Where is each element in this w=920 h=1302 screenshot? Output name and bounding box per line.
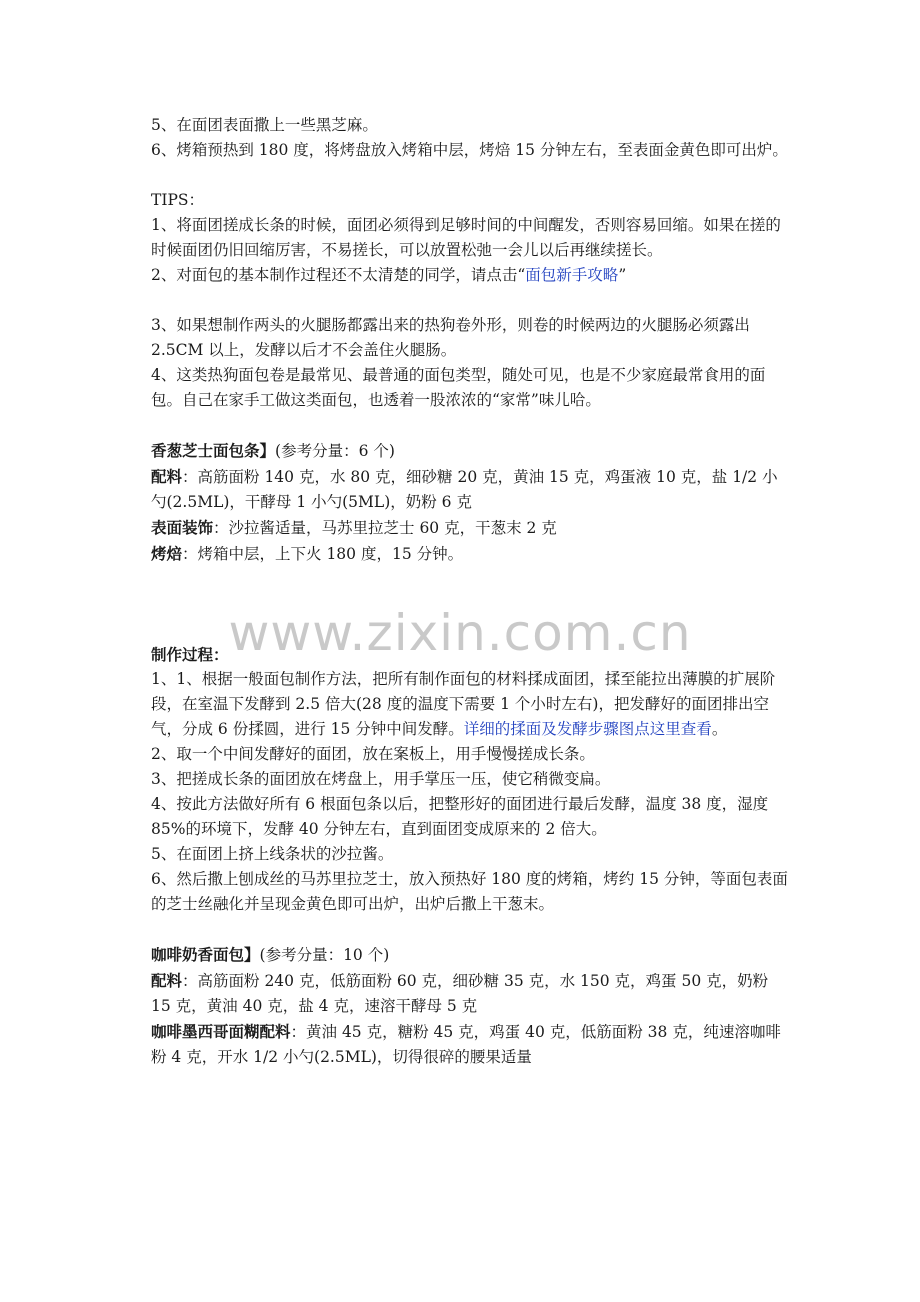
beginner-guide-link[interactable]: 面包新手攻略	[525, 266, 619, 284]
tip-2-close: ”	[618, 266, 627, 284]
tip-4: 4、这类热狗面包卷是最常见、最普通的面包类型，随处可见，也是不少家庭最常食用的面包。自己在家手工做这类面包，也透着一股浓浓的“家常”味儿哈。	[151, 366, 766, 409]
recipe1-baking	[151, 541, 791, 567]
spacer	[151, 413, 791, 438]
spacer	[151, 163, 791, 188]
recipe1-title-line	[151, 438, 791, 464]
process-step-5: 5、在面团上挤上线条状的沙拉酱。	[151, 845, 394, 863]
recipe1-decoration	[151, 515, 791, 541]
recipe1-serving: (参考分量：6 个)	[275, 442, 395, 460]
spacer	[151, 567, 791, 592]
spacer	[151, 917, 791, 942]
recipe2-ingredients-text: ：高筋面粉 240 克，低筋面粉 60 克，细砂糖 35 克，水 150 克，鸡蛋 50 克，奶粉 15 克，黄油 40 克，盐 4 克，速溶干酵母 5 克	[151, 972, 769, 1015]
recipe1-decoration-label: 表面装饰	[151, 518, 214, 537]
process-step-6: 6、然后撒上刨成丝的马苏里拉芝士，放入预热好 180 度的烤箱，烤约 15 分钟，等面包表面的芝士丝融化并呈现金黄色即可出炉，出炉后撒上干葱末。	[151, 870, 788, 913]
tips-heading: TIPS：	[151, 191, 205, 209]
recipe1-ingredients-label: 配料	[151, 467, 183, 486]
recipe1-baking-label: 烤焙	[151, 544, 183, 563]
recipe2-paste	[151, 1019, 791, 1070]
recipe2-title: 咖啡奶香面包】	[151, 945, 260, 964]
tip-2-text: 2、对面包的基本制作过程还不太清楚的同学，请点击“	[151, 266, 526, 284]
recipe1-ingredients-text: ：高筋面粉 140 克，水 80 克，细砂糖 20 克，黄油 15 克，鸡蛋液 10 克，盐 1/2 小勺(2.5ML)，干酵母 1 小勺(5ML)，奶粉 6 克	[151, 468, 778, 511]
spacer	[151, 288, 791, 313]
document-body	[151, 113, 791, 1070]
tip-1: 1、将面团搓成长条的时候，面团必须得到足够时间的中间醒发，否则容易回缩。如果在搓的时候面团仍旧回缩厉害，不易搓长，可以放置松弛一会儿以后再继续搓长。	[151, 216, 781, 259]
recipe2-paste-label: 咖啡墨西哥面糊配料	[151, 1022, 291, 1041]
spacer	[151, 592, 791, 617]
step-6: 6、烤箱预热到 180 度，将烤盘放入烤箱中层，烤焙 15 分钟左右，至表面金黄色即可出炉。	[151, 141, 788, 159]
step-5: 5、在面团表面撒上一些黑芝麻。	[151, 116, 378, 134]
recipe2-serving: (参考分量：10 个)	[259, 946, 390, 964]
spacer	[151, 617, 791, 642]
recipe2-title-line	[151, 942, 791, 968]
process-step-1-end: 。	[711, 720, 728, 738]
process-step-1-text: 1、1、根据一般面包制作方法，把所有制作面包的材料揉成面团，揉至能拉出薄膜的扩展阶段，在室温下发酵到 2.5 倍大(28 度的温度下需要 1 个小时左右)，把发酵好的面团排出空气，分成 6 份揉圆，进行 15 分钟中间发酵。	[151, 670, 776, 738]
tip-3: 3、如果想制作两头的火腿肠都露出来的热狗卷外形，则卷的时候两边的火腿肠必须露出 2.5CM 以上，发酵以后才不会盖住火腿肠。	[151, 316, 750, 359]
kneading-steps-link[interactable]: 详细的揉面及发酵步骤图点这里查看	[463, 720, 712, 738]
recipe2-ingredients	[151, 968, 791, 1019]
recipe1-baking-text: ：烤箱中层，上下火 180 度，15 分钟。	[182, 545, 464, 563]
recipe1-ingredients	[151, 464, 791, 515]
process-heading: 制作过程：	[151, 645, 229, 664]
tip-2	[151, 263, 791, 288]
recipe2-paste-text: ：黄油 45 克，糖粉 45 克，鸡蛋 40 克，低筋面粉 38 克，纯速溶咖啡粉 4 克，开水 1/2 小勺(2.5ML)，切得很碎的腰果适量	[151, 1023, 781, 1066]
recipe1-title: 香葱芝士面包条】	[151, 441, 276, 460]
process-step-3: 3、把搓成长条的面团放在烤盘上，用手掌压一压，使它稍微变扁。	[151, 770, 611, 788]
process-step-1	[151, 667, 791, 742]
watermark: www.zixin.com.cn	[228, 604, 692, 662]
process-step-2: 2、取一个中间发酵好的面团，放在案板上，用手慢慢搓成长条。	[151, 745, 595, 763]
recipe1-decoration-text: ：沙拉酱适量，马苏里拉芝士 60 克，干葱末 2 克	[213, 519, 557, 537]
process-step-4: 4、按此方法做好所有 6 根面包条以后，把整形好的面团进行最后发酵，温度 38 度，湿度 85%的环境下，发酵 40 分钟左右，直到面团变成原来的 2 倍大。	[151, 795, 769, 838]
recipe2-ingredients-label: 配料	[151, 971, 183, 990]
